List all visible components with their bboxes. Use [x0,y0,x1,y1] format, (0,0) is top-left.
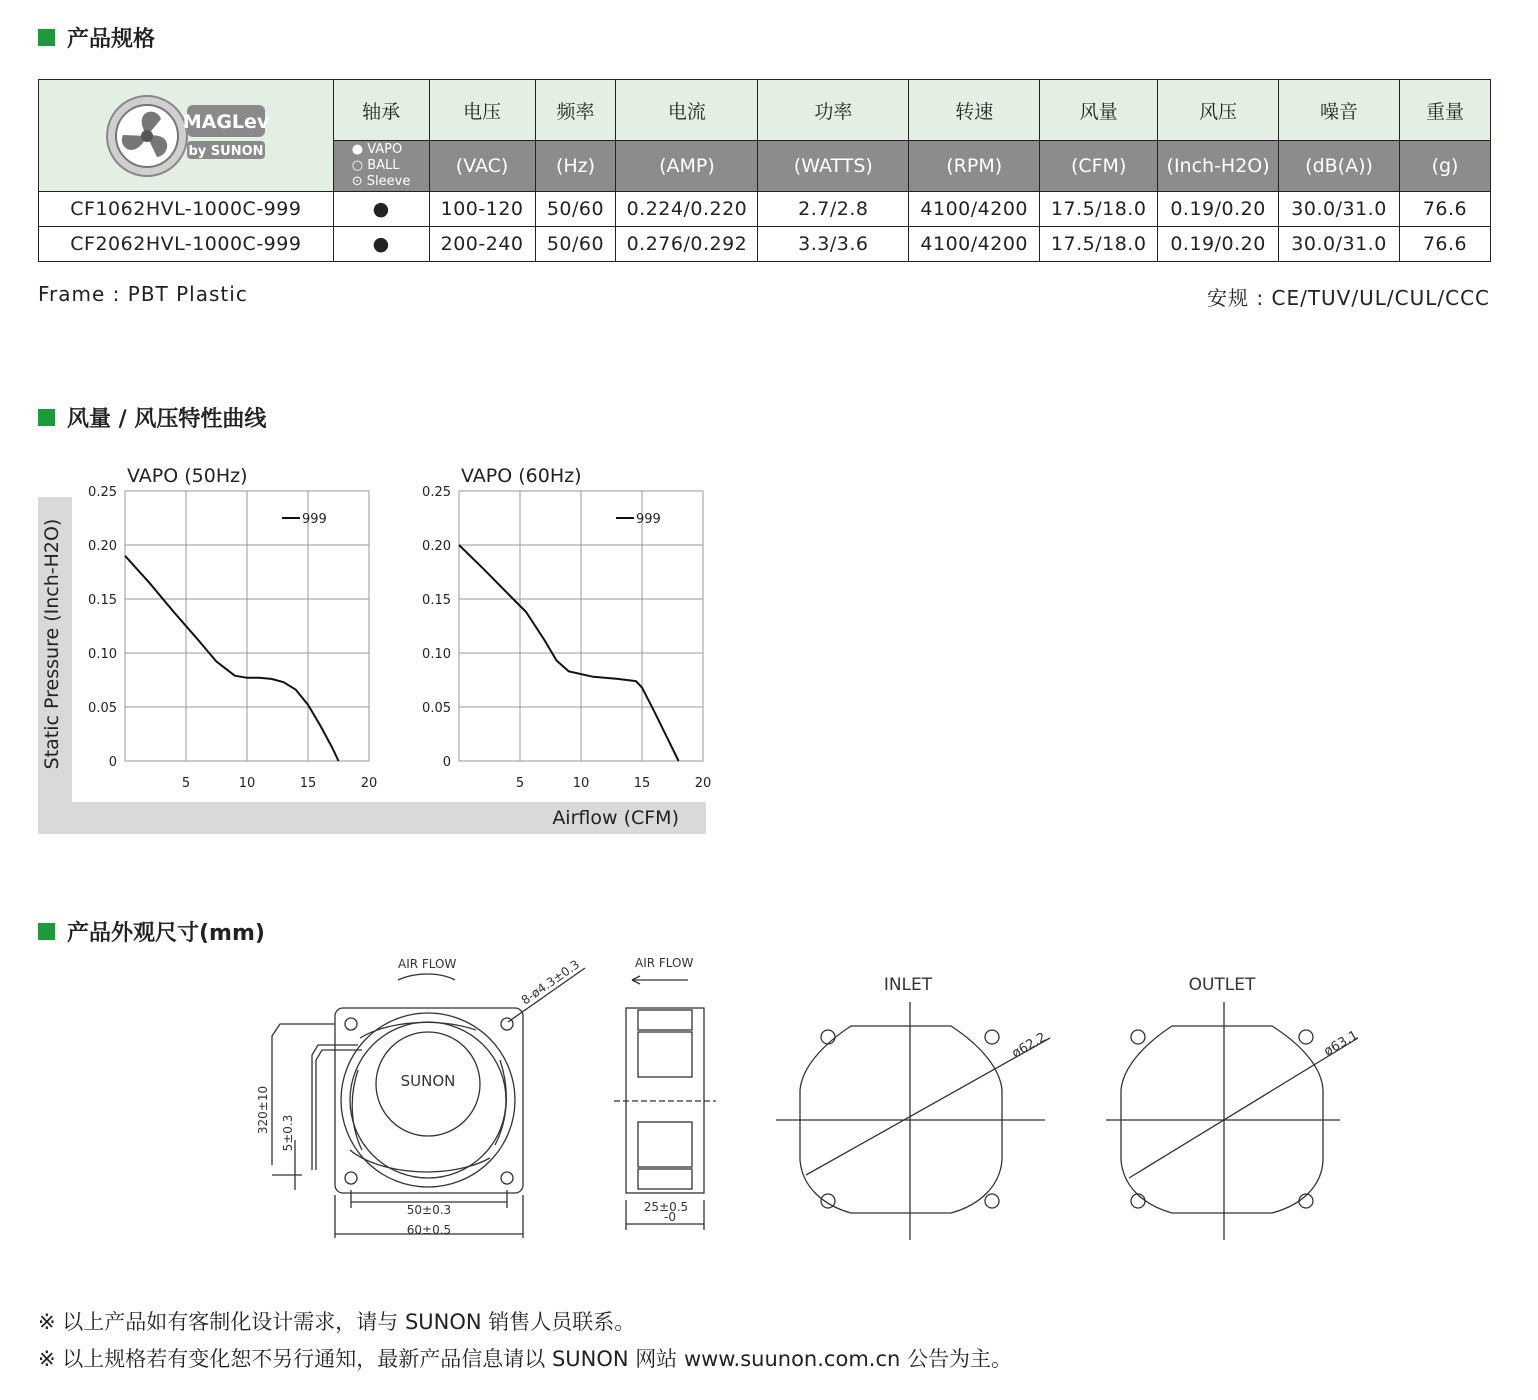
hole-pitch: 50±0.3 [406,1203,452,1217]
table-row [39,192,1491,227]
unit-speed: (RPM) [909,141,1040,192]
airflow-label-front: AIR FLOW [398,957,457,971]
x-tick-label: 5 [181,776,191,791]
unit-frequency: (Hz) [535,141,616,192]
chart-title: VAPO (60Hz) [461,465,582,487]
x-tick-label: 10 [238,776,256,791]
weight-cell: 76.6 [1400,192,1491,227]
model-cell: CF1062HVL-1000C-999 [39,192,334,227]
unit-pressure: (Inch-H2O) [1158,141,1279,192]
legend-label: 999 [302,512,327,527]
x-tick-label: 20 [694,776,712,791]
rpm-cell: 4100/4200 [909,227,1040,262]
lead-length: 320±10 [256,1085,270,1135]
header-airflow: 风量 [1040,80,1158,141]
header-speed: 转速 [909,80,1040,141]
certifications: 安规 : CE/TUV/UL/CUL/CCC [1207,286,1490,310]
x-tick-label: 15 [299,776,317,791]
y-tick-label: 0.15 [88,593,117,608]
pq-curve-charts [0,440,760,840]
table-row [39,227,1491,262]
outlet-diameter: ø63.1 [1321,1028,1361,1060]
bearing-cell: ● [333,192,429,227]
power-cell: 3.3/3.6 [758,227,909,262]
section-title-curve: 风量 / 风压特性曲线 [38,402,266,433]
y-tick-label: 0.25 [422,485,451,500]
current-cell: 0.224/0.220 [616,192,758,227]
y-tick-label: 0.25 [88,485,117,500]
green-square-icon [38,409,55,426]
y-tick-label: 0.05 [88,701,117,716]
header-weight: 重量 [1400,80,1491,141]
header-current: 电流 [616,80,758,141]
header-voltage: 电压 [429,80,535,141]
voltage-cell: 200-240 [429,227,535,262]
bearing-cell: ● [333,227,429,262]
y-tick-label: 0 [108,755,117,770]
sunon-brand: SUNON [400,1072,456,1090]
section-title-spec: 产品规格 [38,22,155,53]
maglev-fan-icon [101,91,271,181]
freq-cell: 50/60 [535,227,616,262]
rpm-cell: 4100/4200 [909,192,1040,227]
model-cell: CF2062HVL-1000C-999 [39,227,334,262]
bearing-ball: ○ BALL [351,158,400,173]
inlet-view [776,1002,1050,1240]
outlet-view [1106,1002,1358,1240]
outlet-label: OUTLET [1188,975,1256,995]
x-tick-label: 20 [360,776,378,791]
header-noise: 噪音 [1279,80,1400,141]
x-tick-label: 10 [572,776,590,791]
header-power: 功率 [758,80,909,141]
empty-circle-icon: ○ [351,158,364,173]
chart-ylabel: Static Pressure (Inch-H2O) [41,518,63,770]
frame-material: Frame : PBT Plastic [38,282,248,306]
chart-title: VAPO (50Hz) [127,465,248,487]
unit-weight: (g) [1400,141,1491,192]
spec-table [38,79,1491,262]
cfm-cell: 17.5/18.0 [1040,227,1158,262]
inlet-label: INLET [883,975,933,995]
chart-vapo-50hz [88,465,377,791]
unit-airflow: (CFM) [1040,141,1158,192]
airflow-label-side: AIR FLOW [635,956,694,970]
mounting-holes: 8-ø4.3±0.3 [518,957,583,1008]
bearing-sleeve: ⊙ Sleeve [351,174,411,189]
header-bearing: 轴承 [333,80,429,141]
noise-cell: 30.0/31.0 [1279,227,1400,262]
svg-text:by SUNON: by SUNON [188,143,264,159]
filled-circle-icon: ● [351,142,364,157]
section-title-dims: 产品外观尺寸(mm) [38,916,265,947]
green-square-icon [38,923,55,940]
frame-depth: 25±0.5 [643,1200,689,1214]
svg-text:MAGLev: MAGLev [182,110,270,133]
y-tick-label: 0.10 [422,647,451,662]
note-custom: ※ 以上产品如有客制化设计需求，请与 SUNON 销售人员联系。 [38,1310,636,1334]
header-frequency: 频率 [535,80,616,141]
y-tick-label: 0 [442,755,451,770]
noise-cell: 30.0/31.0 [1279,192,1400,227]
cfm-cell: 17.5/18.0 [1040,192,1158,227]
bearing-vapo: ● VAPO [351,142,403,157]
x-tick-label: 5 [515,776,525,791]
unit-power: (WATTS) [758,141,909,192]
unit-noise: (dB(A)) [1279,141,1400,192]
power-cell: 2.7/2.8 [758,192,909,227]
unit-voltage: (VAC) [429,141,535,192]
dimension-drawings [240,950,1380,1250]
voltage-cell: 100-120 [429,192,535,227]
y-tick-label: 0.20 [422,539,451,554]
legend-label: 999 [636,512,661,527]
inlet-diameter: ø62.2 [1009,1030,1049,1062]
y-tick-label: 0.20 [88,539,117,554]
dot-circle-icon: ⊙ [351,174,363,189]
chart-xlabel: Airflow (CFM) [552,807,679,829]
green-square-icon [38,29,55,46]
y-tick-label: 0.05 [422,701,451,716]
pressure-cell: 0.19/0.20 [1158,227,1279,262]
maglev-logo [39,80,334,192]
freq-cell: 50/60 [535,192,616,227]
header-pressure: 风压 [1158,80,1279,141]
fan-front-view [272,968,585,1238]
chart-vapo-60hz [422,465,711,791]
current-cell: 0.276/0.292 [616,227,758,262]
strip-length: 5±0.3 [281,1114,295,1152]
weight-cell: 76.6 [1400,227,1491,262]
x-tick-label: 15 [633,776,651,791]
frame-depth-tol: -0 [664,1210,676,1224]
note-disclaimer: ※ 以上规格若有变化恕不另行通知，最新产品信息请以 SUNON 网站 www.suunon.com.cn 公告为主。 [38,1347,1012,1371]
y-tick-label: 0.15 [422,593,451,608]
frame-width: 60±0.5 [406,1223,452,1237]
pressure-cell: 0.19/0.20 [1158,192,1279,227]
y-tick-label: 0.10 [88,647,117,662]
fan-side-view [614,976,716,1230]
unit-current: (AMP) [616,141,758,192]
bearing-legend [333,141,429,192]
